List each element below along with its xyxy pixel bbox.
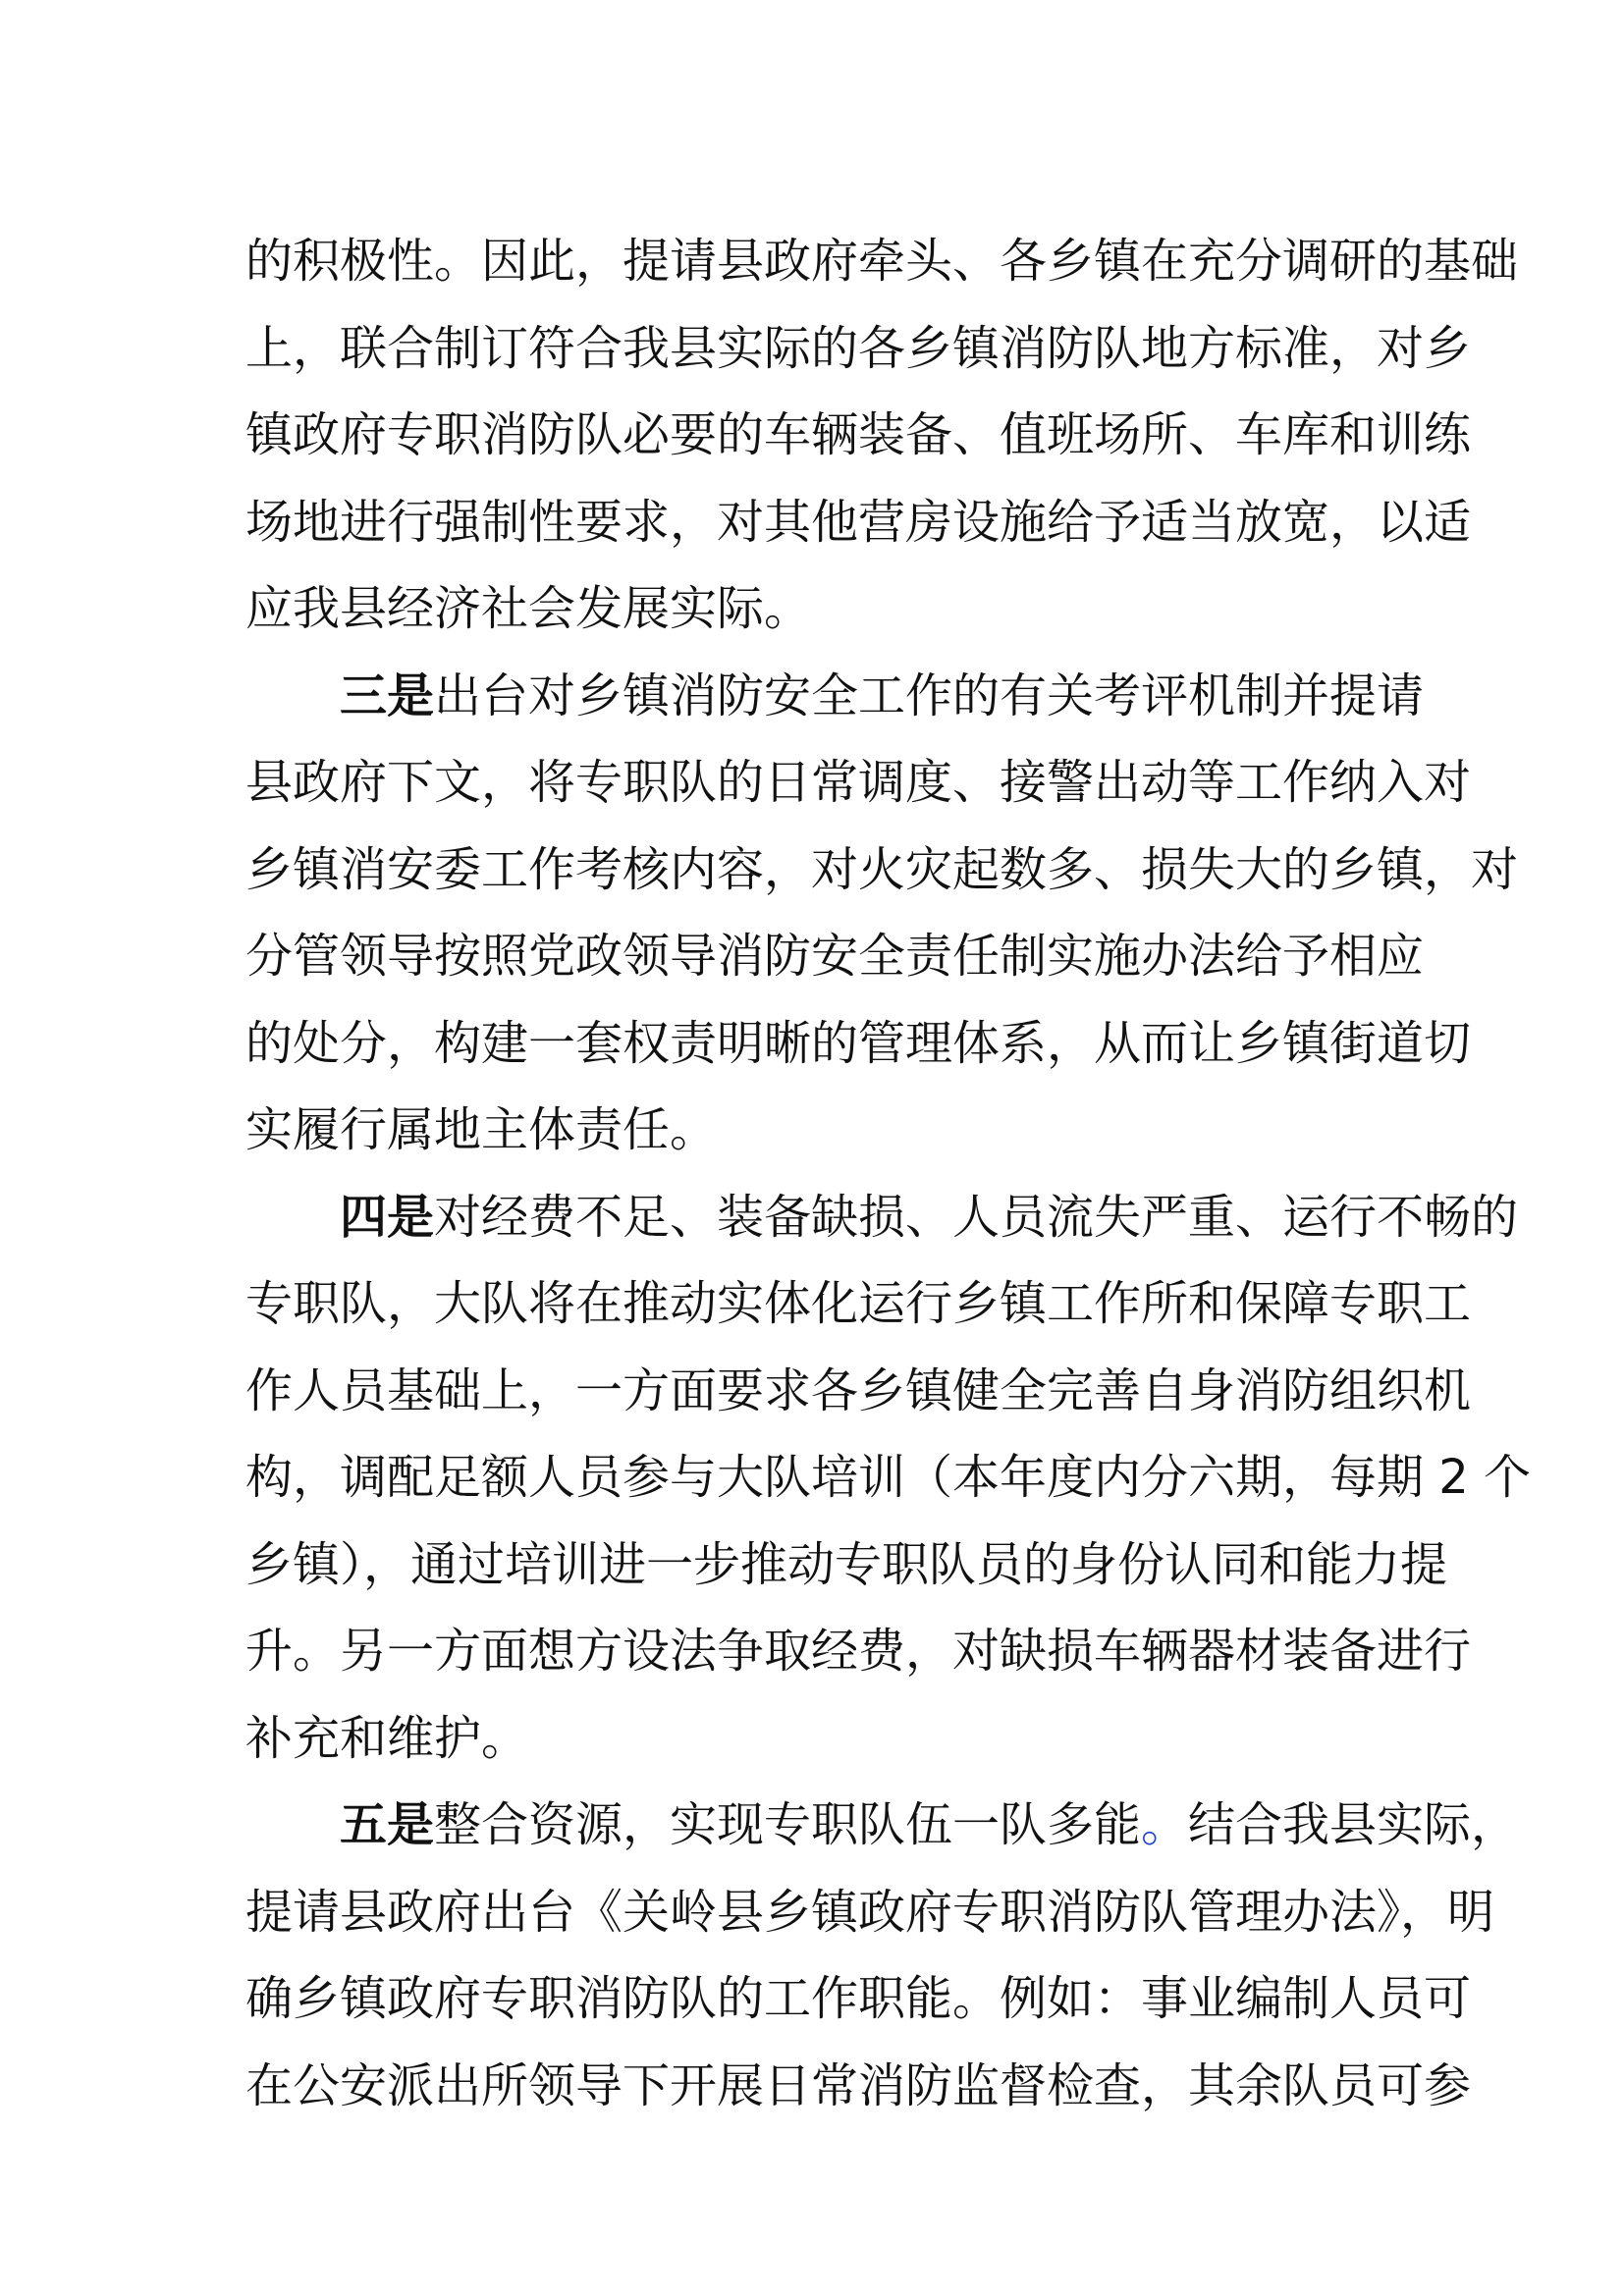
text-run: 出台对乡镇消防安全工作的有关考评机制并提请 [434, 667, 1425, 723]
text-line: 上，联合制订符合我县实际的各乡镇消防队地方标准，对乡 [245, 320, 1472, 376]
paragraph-4 [245, 1782, 1519, 2129]
document-body [245, 218, 1532, 2129]
text-line: 的处分，构建一套权责明晰的管理体系，从而让乡镇街道切 [245, 1015, 1472, 1071]
text-line: 镇政府专职消防队必要的车辆装备、值班场所、车库和训练 [245, 407, 1472, 462]
text-line: 专职队，大队将在推动实体化运行乡镇工作所和保障专职工 [245, 1276, 1472, 1331]
text-run: 对经费不足、装备缺损、人员流失严重、运行不畅的 [434, 1189, 1519, 1245]
text-run: 整合资源，实现专职队伍一队多能 [434, 1797, 1142, 1852]
paragraph-lead: 四是 [340, 1189, 435, 1245]
text-line: 升。另一方面想方设法争取经费，对缺损车辆器材装备进行 [245, 1624, 1472, 1679]
text-line: 乡镇消安委工作考核内容，对火灾起数多、损失大的乡镇，对 [245, 841, 1519, 897]
paragraph-first-line [245, 653, 1425, 740]
text-line: 提请县政府出台《关岭县乡镇政府专职消防队管理办法》，明 [245, 1884, 1495, 1940]
text-run: 结合我县实际， [1188, 1797, 1519, 1852]
text-line: 乡镇），通过培训进一步推动专职队员的身份认同和能力提 [245, 1536, 1448, 1592]
paragraph-first-line [245, 1174, 1519, 1261]
text-line: 在公安派出所领导下开展日常消防监督检查，其余队员可参 [245, 2057, 1472, 2113]
text-line: 县政府下文，将专职队的日常调度、接警出动等工作纳入对 [245, 755, 1472, 810]
paragraph-2 [245, 653, 1519, 1174]
text-line: 实履行属地主体责任。 [245, 1102, 718, 1157]
text-line: 确乡镇政府专职消防队的工作职能。例如：事业编制人员可 [245, 1971, 1472, 2026]
text-line: 场地进行强制性要求，对其他营房设施给予适当放宽，以适 [245, 494, 1472, 550]
paragraph-1 [245, 218, 1519, 653]
paragraph-lead: 五是 [340, 1797, 435, 1852]
text-line: 作人员基础上，一方面要求各乡镇健全完善自身消防组织机 [245, 1362, 1472, 1418]
paragraph-first-line [245, 1782, 1519, 1869]
text-line: 应我县经济社会发展实际。 [245, 581, 812, 636]
paragraph-3 [245, 1174, 1532, 1783]
highlighted-period: 。 [1141, 1797, 1189, 1852]
text-line: 补充和维护。 [245, 1710, 529, 1766]
text-line: 分管领导按照党政领导消防安全责任制实施办法给予相应 [245, 929, 1425, 984]
paragraph-lead: 三是 [340, 667, 435, 723]
text-line: 的积极性。因此，提请县政府牵头、各乡镇在充分调研的基础 [245, 234, 1519, 289]
text-line: 构，调配足额人员参与大队培训（本年度内分六期，每期 2 个 [245, 1450, 1532, 1505]
